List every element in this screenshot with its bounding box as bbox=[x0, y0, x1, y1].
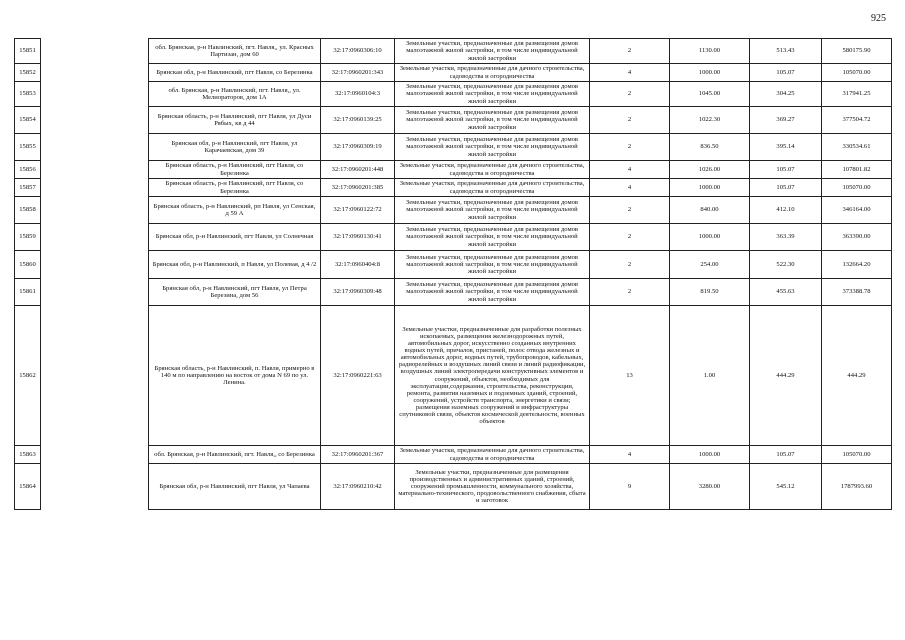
table-row bbox=[15, 161, 892, 179]
page-number: 925 bbox=[871, 13, 886, 24]
rate-cell: 513.43 bbox=[750, 39, 822, 64]
empty-cell bbox=[41, 64, 149, 82]
empty-cell bbox=[41, 39, 149, 64]
table-row bbox=[15, 39, 892, 64]
permitted-use-cell: Земельные участки, предназначенные для размещения домов малоэтажной жилой застройки, в том числе индивидуальной жилой застройки bbox=[395, 82, 590, 107]
cadastral-number-cell: 32:17:0960130:41 bbox=[321, 224, 395, 251]
cadastral-number-cell: 32:17:0960309:19 bbox=[321, 134, 395, 161]
address-cell: Брянская область, р-н Навлинский, пгт Навля, со Березинка bbox=[149, 179, 321, 197]
cadastral-number-cell: 32:17:0960210:42 bbox=[321, 464, 395, 510]
table-row bbox=[15, 82, 892, 107]
rate-cell: 395.14 bbox=[750, 134, 822, 161]
cost-cell: 105070.00 bbox=[822, 179, 892, 197]
row-number: 15855 bbox=[15, 134, 41, 161]
address-cell: Брянская обл, р-н Навлинский, пгт Навля, ул Карачаевская, дом 39 bbox=[149, 134, 321, 161]
category-cell: 4 bbox=[590, 161, 670, 179]
category-cell: 2 bbox=[590, 82, 670, 107]
address-cell: Брянская обл, р-н Навлинский, пгт Навля, ул Чапаева bbox=[149, 464, 321, 510]
address-cell: обл. Брянская, р-н Навлинский, пгт. Навля,, ул. Красных Партизан, дом 60 bbox=[149, 39, 321, 64]
cost-cell: 330534.61 bbox=[822, 134, 892, 161]
row-number: 15857 bbox=[15, 179, 41, 197]
empty-cell bbox=[41, 279, 149, 306]
address-cell: Брянская область, р-н Навлинский, пгт Навля, ул Дуси Рябых, кв д 44 bbox=[149, 107, 321, 134]
category-cell: 9 bbox=[590, 464, 670, 510]
category-cell: 4 bbox=[590, 64, 670, 82]
category-cell: 2 bbox=[590, 279, 670, 306]
rate-cell: 412.10 bbox=[750, 197, 822, 224]
empty-cell bbox=[41, 179, 149, 197]
address-cell: Брянская обл, р-н Навлинский, пгт Навля, ул Солнечная bbox=[149, 224, 321, 251]
cost-cell: 107801.82 bbox=[822, 161, 892, 179]
cost-cell: 373388.78 bbox=[822, 279, 892, 306]
permitted-use-cell: Земельные участки, предназначенные для дачного строительства, садоводства и огородничества bbox=[395, 64, 590, 82]
row-number: 15864 bbox=[15, 464, 41, 510]
table-row bbox=[15, 179, 892, 197]
row-number: 15854 bbox=[15, 107, 41, 134]
area-cell: 1.00 bbox=[670, 306, 750, 446]
row-number: 15860 bbox=[15, 251, 41, 279]
empty-cell bbox=[41, 107, 149, 134]
cadastral-number-cell: 32:17:0960309:48 bbox=[321, 279, 395, 306]
permitted-use-cell: Земельные участки, предназначенные для размещения домов малоэтажной жилой застройки, в том числе индивидуальной жилой застройки bbox=[395, 197, 590, 224]
permitted-use-cell: Земельные участки, предназначенные для размещения домов малоэтажной жилой застройки, в том числе индивидуальной жилой застройки bbox=[395, 134, 590, 161]
cadastral-number-cell: 32:17:0960404:8 bbox=[321, 251, 395, 279]
area-cell: 840.00 bbox=[670, 197, 750, 224]
cost-cell: 105070.00 bbox=[822, 64, 892, 82]
rate-cell: 105.07 bbox=[750, 446, 822, 464]
address-cell: Брянская обл, р-н Навлинский, п Навля, ул Полевая, д 4 /2 bbox=[149, 251, 321, 279]
cost-cell: 363390.00 bbox=[822, 224, 892, 251]
category-cell: 2 bbox=[590, 224, 670, 251]
cost-cell: 580175.90 bbox=[822, 39, 892, 64]
table-row bbox=[15, 64, 892, 82]
cost-cell: 377504.72 bbox=[822, 107, 892, 134]
cadastral-number-cell: 32:17:0960104:3 bbox=[321, 82, 395, 107]
area-cell: 836.50 bbox=[670, 134, 750, 161]
table-row bbox=[15, 107, 892, 134]
row-number: 15863 bbox=[15, 446, 41, 464]
address-cell: обл. Брянская, р-н Навлинский, пгт. Навля,, со Березинка bbox=[149, 446, 321, 464]
cost-cell: 132664.20 bbox=[822, 251, 892, 279]
category-cell: 4 bbox=[590, 446, 670, 464]
permitted-use-cell: Земельные участки, предназначенные для дачного строительства, садоводства и огородничества bbox=[395, 179, 590, 197]
empty-cell bbox=[41, 224, 149, 251]
category-cell: 13 bbox=[590, 306, 670, 446]
cadastral-number-cell: 32:17:0960201:385 bbox=[321, 179, 395, 197]
rate-cell: 522.30 bbox=[750, 251, 822, 279]
category-cell: 2 bbox=[590, 39, 670, 64]
cadastral-number-cell: 32:17:0960122:72 bbox=[321, 197, 395, 224]
empty-cell bbox=[41, 306, 149, 446]
rate-cell: 455.63 bbox=[750, 279, 822, 306]
table-row bbox=[15, 197, 892, 224]
area-cell: 3280.00 bbox=[670, 464, 750, 510]
area-cell: 1045.00 bbox=[670, 82, 750, 107]
address-cell: Брянская область, р-н Навлинский, п. Навля, примерно в 140 м по направлению на восток от дома N 69 по ул. Ленина. bbox=[149, 306, 321, 446]
row-number: 15862 bbox=[15, 306, 41, 446]
permitted-use-cell: Земельные участки, предназначенные для разработки полезных ископаемых, размещения железнодорожных путей, автомобильных дорог, искусственно созданных внутренних водных путей, причалов, пристаней, полос отвода железных и автомобильных дорог, водных путей, трубопроводов, кабельных, радиорелейных и воздушных линий связи и линий радиофикации, воздушных линий электропередачи конструктивных элементов и сооружений, объектов, необходимых для эксплуатации,содержания, строительства, реконструкции, ремонта, развития наземных и подземных зданий, строений, сооружений, устройств транспорта, энергетики и связи; размещения наземных сооружений и инфраструктуры спутниковой связи, объектов космической деятельности, военных объектов bbox=[395, 306, 590, 446]
cadastral-number-cell: 32:17:0960221:63 bbox=[321, 306, 395, 446]
cost-cell: 444.29 bbox=[822, 306, 892, 446]
cadastral-number-cell: 32:17:0960201:367 bbox=[321, 446, 395, 464]
table-row bbox=[15, 464, 892, 510]
table-row bbox=[15, 224, 892, 251]
address-cell: Брянская обл, р-н Навлинский, пгт Навля, ул Петра Березина, дом 56 bbox=[149, 279, 321, 306]
permitted-use-cell: Земельные участки, предназначенные для размещения домов малоэтажной жилой застройки, в том числе индивидуальной жилой застройки bbox=[395, 107, 590, 134]
permitted-use-cell: Земельные участки, предназначенные для дачного строительства, садоводства и огородничества bbox=[395, 446, 590, 464]
permitted-use-cell: Земельные участки, предназначенные для дачного строительства, садоводства и огородничества bbox=[395, 161, 590, 179]
area-cell: 1130.00 bbox=[670, 39, 750, 64]
cadastral-number-cell: 32:17:0960139:25 bbox=[321, 107, 395, 134]
row-number: 15852 bbox=[15, 64, 41, 82]
address-cell: Брянская область, р-н Навлинский, рп Навля, ул Сенская, д 59 А bbox=[149, 197, 321, 224]
empty-cell bbox=[41, 82, 149, 107]
area-cell: 1026.00 bbox=[670, 161, 750, 179]
cost-cell: 1787993.60 bbox=[822, 464, 892, 510]
area-cell: 1000.00 bbox=[670, 446, 750, 464]
area-cell: 1000.00 bbox=[670, 224, 750, 251]
row-number: 15851 bbox=[15, 39, 41, 64]
category-cell: 2 bbox=[590, 107, 670, 134]
rate-cell: 105.07 bbox=[750, 161, 822, 179]
rate-cell: 105.07 bbox=[750, 179, 822, 197]
empty-cell bbox=[41, 464, 149, 510]
table-row bbox=[15, 134, 892, 161]
table-body bbox=[15, 39, 892, 510]
table-row bbox=[15, 279, 892, 306]
permitted-use-cell: Земельные участки, предназначенные для размещения домов малоэтажной жилой застройки, в том числе индивидуальной жилой застройки bbox=[395, 251, 590, 279]
land-registry-table bbox=[14, 38, 892, 510]
row-number: 15861 bbox=[15, 279, 41, 306]
rate-cell: 105.07 bbox=[750, 64, 822, 82]
cadastral-number-cell: 32:17:0960201:448 bbox=[321, 161, 395, 179]
rate-cell: 545.12 bbox=[750, 464, 822, 510]
empty-cell bbox=[41, 161, 149, 179]
cadastral-number-cell: 32:17:0960306:10 bbox=[321, 39, 395, 64]
area-cell: 1000.00 bbox=[670, 64, 750, 82]
empty-cell bbox=[41, 197, 149, 224]
empty-cell bbox=[41, 251, 149, 279]
rate-cell: 304.25 bbox=[750, 82, 822, 107]
area-cell: 1022.30 bbox=[670, 107, 750, 134]
row-number: 15859 bbox=[15, 224, 41, 251]
row-number: 15858 bbox=[15, 197, 41, 224]
address-cell: Брянская область, р-н Навлинский, пгт Навля, со Березинка bbox=[149, 161, 321, 179]
rate-cell: 363.39 bbox=[750, 224, 822, 251]
address-cell: обл. Брянская, р-н Навлинский, пгт. Навля,, ул. Мелиораторов, дом 1А bbox=[149, 82, 321, 107]
cost-cell: 105070.00 bbox=[822, 446, 892, 464]
row-number: 15856 bbox=[15, 161, 41, 179]
category-cell: 2 bbox=[590, 197, 670, 224]
area-cell: 1000.00 bbox=[670, 179, 750, 197]
empty-cell bbox=[41, 446, 149, 464]
rate-cell: 369.27 bbox=[750, 107, 822, 134]
cadastral-number-cell: 32:17:0960201:343 bbox=[321, 64, 395, 82]
cost-cell: 317941.25 bbox=[822, 82, 892, 107]
address-cell: Брянская обл, р-н Навлинский, пгт Навля, со Березинка bbox=[149, 64, 321, 82]
permitted-use-cell: Земельные участки, предназначенные для размещения производственных и административных зданий, строений, сооружений промышленности, коммунального хозяйства, материально-технического, продовольственного снабжения, сбыта и заготовок bbox=[395, 464, 590, 510]
rate-cell: 444.29 bbox=[750, 306, 822, 446]
table-row bbox=[15, 251, 892, 279]
empty-cell bbox=[41, 134, 149, 161]
area-cell: 254.00 bbox=[670, 251, 750, 279]
permitted-use-cell: Земельные участки, предназначенные для размещения домов малоэтажной жилой застройки, в том числе индивидуальной жилой застройки bbox=[395, 279, 590, 306]
category-cell: 4 bbox=[590, 179, 670, 197]
cost-cell: 346164.00 bbox=[822, 197, 892, 224]
permitted-use-cell: Земельные участки, предназначенные для размещения домов малоэтажной жилой застройки, в том числе индивидуальной жилой застройки bbox=[395, 39, 590, 64]
category-cell: 2 bbox=[590, 251, 670, 279]
permitted-use-cell: Земельные участки, предназначенные для размещения домов малоэтажной жилой застройки, в том числе индивидуальной жилой застройки bbox=[395, 224, 590, 251]
table-row bbox=[15, 306, 892, 446]
area-cell: 819.50 bbox=[670, 279, 750, 306]
table-row bbox=[15, 446, 892, 464]
category-cell: 2 bbox=[590, 134, 670, 161]
row-number: 15853 bbox=[15, 82, 41, 107]
